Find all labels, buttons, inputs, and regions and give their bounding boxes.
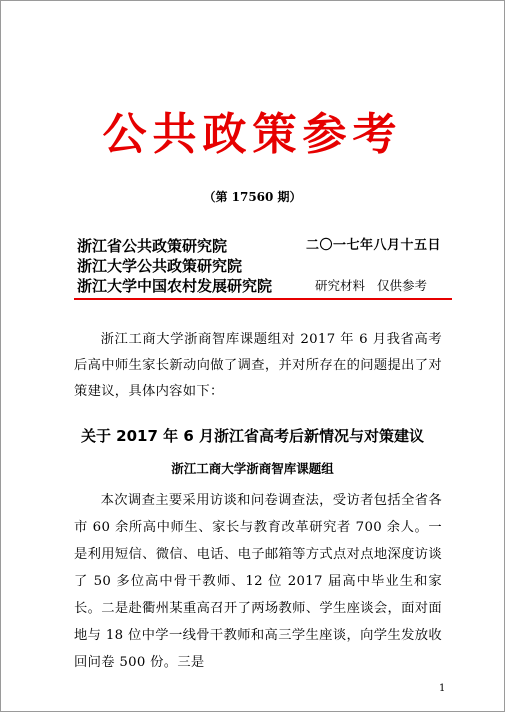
article-author: 浙江工商大学浙商智库课题组 xyxy=(171,461,334,476)
masthead-title: 公共政策参考 xyxy=(102,109,403,160)
organization-list xyxy=(77,236,272,296)
intro-paragraph: 浙江工商大学浙商智库课题组对 2017 年 6 月我省高考后高中师生家长新动向做了调查，并对所存在的问题提出了对策建议，具体内容如下： xyxy=(74,332,442,399)
page-number: 1 xyxy=(439,683,446,694)
publication-date: 二〇一七年八月十五日 xyxy=(306,238,442,253)
article-paragraph: 本次调查主要采用访谈和问卷调查法，受访者包括全省各市 60 余所高中师生、家长与教育改革研究者 700 余人。一是利用短信、微信、电话、电子邮箱等方式点对点地深度访谈了 50 多位高中骨干教师、12 位 2017 届高中毕业生和家长。二是赴衢州某重高召开了两场教师、学生座谈会，面对面地与 18 位中学一线骨干教师和高三学生座谈，向学生发放收回问卷 500 份。三是 xyxy=(74,493,442,670)
header-divider xyxy=(74,298,452,300)
issue-number: （第 17560 期） xyxy=(203,190,302,204)
material-note xyxy=(315,276,427,296)
material-note-type: 研究材料 xyxy=(315,278,366,293)
article-title: 关于 2017 年 6 月浙江省高考后新情况与对策建议 xyxy=(80,427,425,445)
material-note-reference: 仅供参考 xyxy=(377,278,428,293)
organization-name: 浙江省公共政策研究院 xyxy=(77,237,228,255)
organization-name: 浙江大学中国农村发展研究院 xyxy=(77,277,273,295)
organization-name: 浙江大学公共政策研究院 xyxy=(77,257,243,275)
